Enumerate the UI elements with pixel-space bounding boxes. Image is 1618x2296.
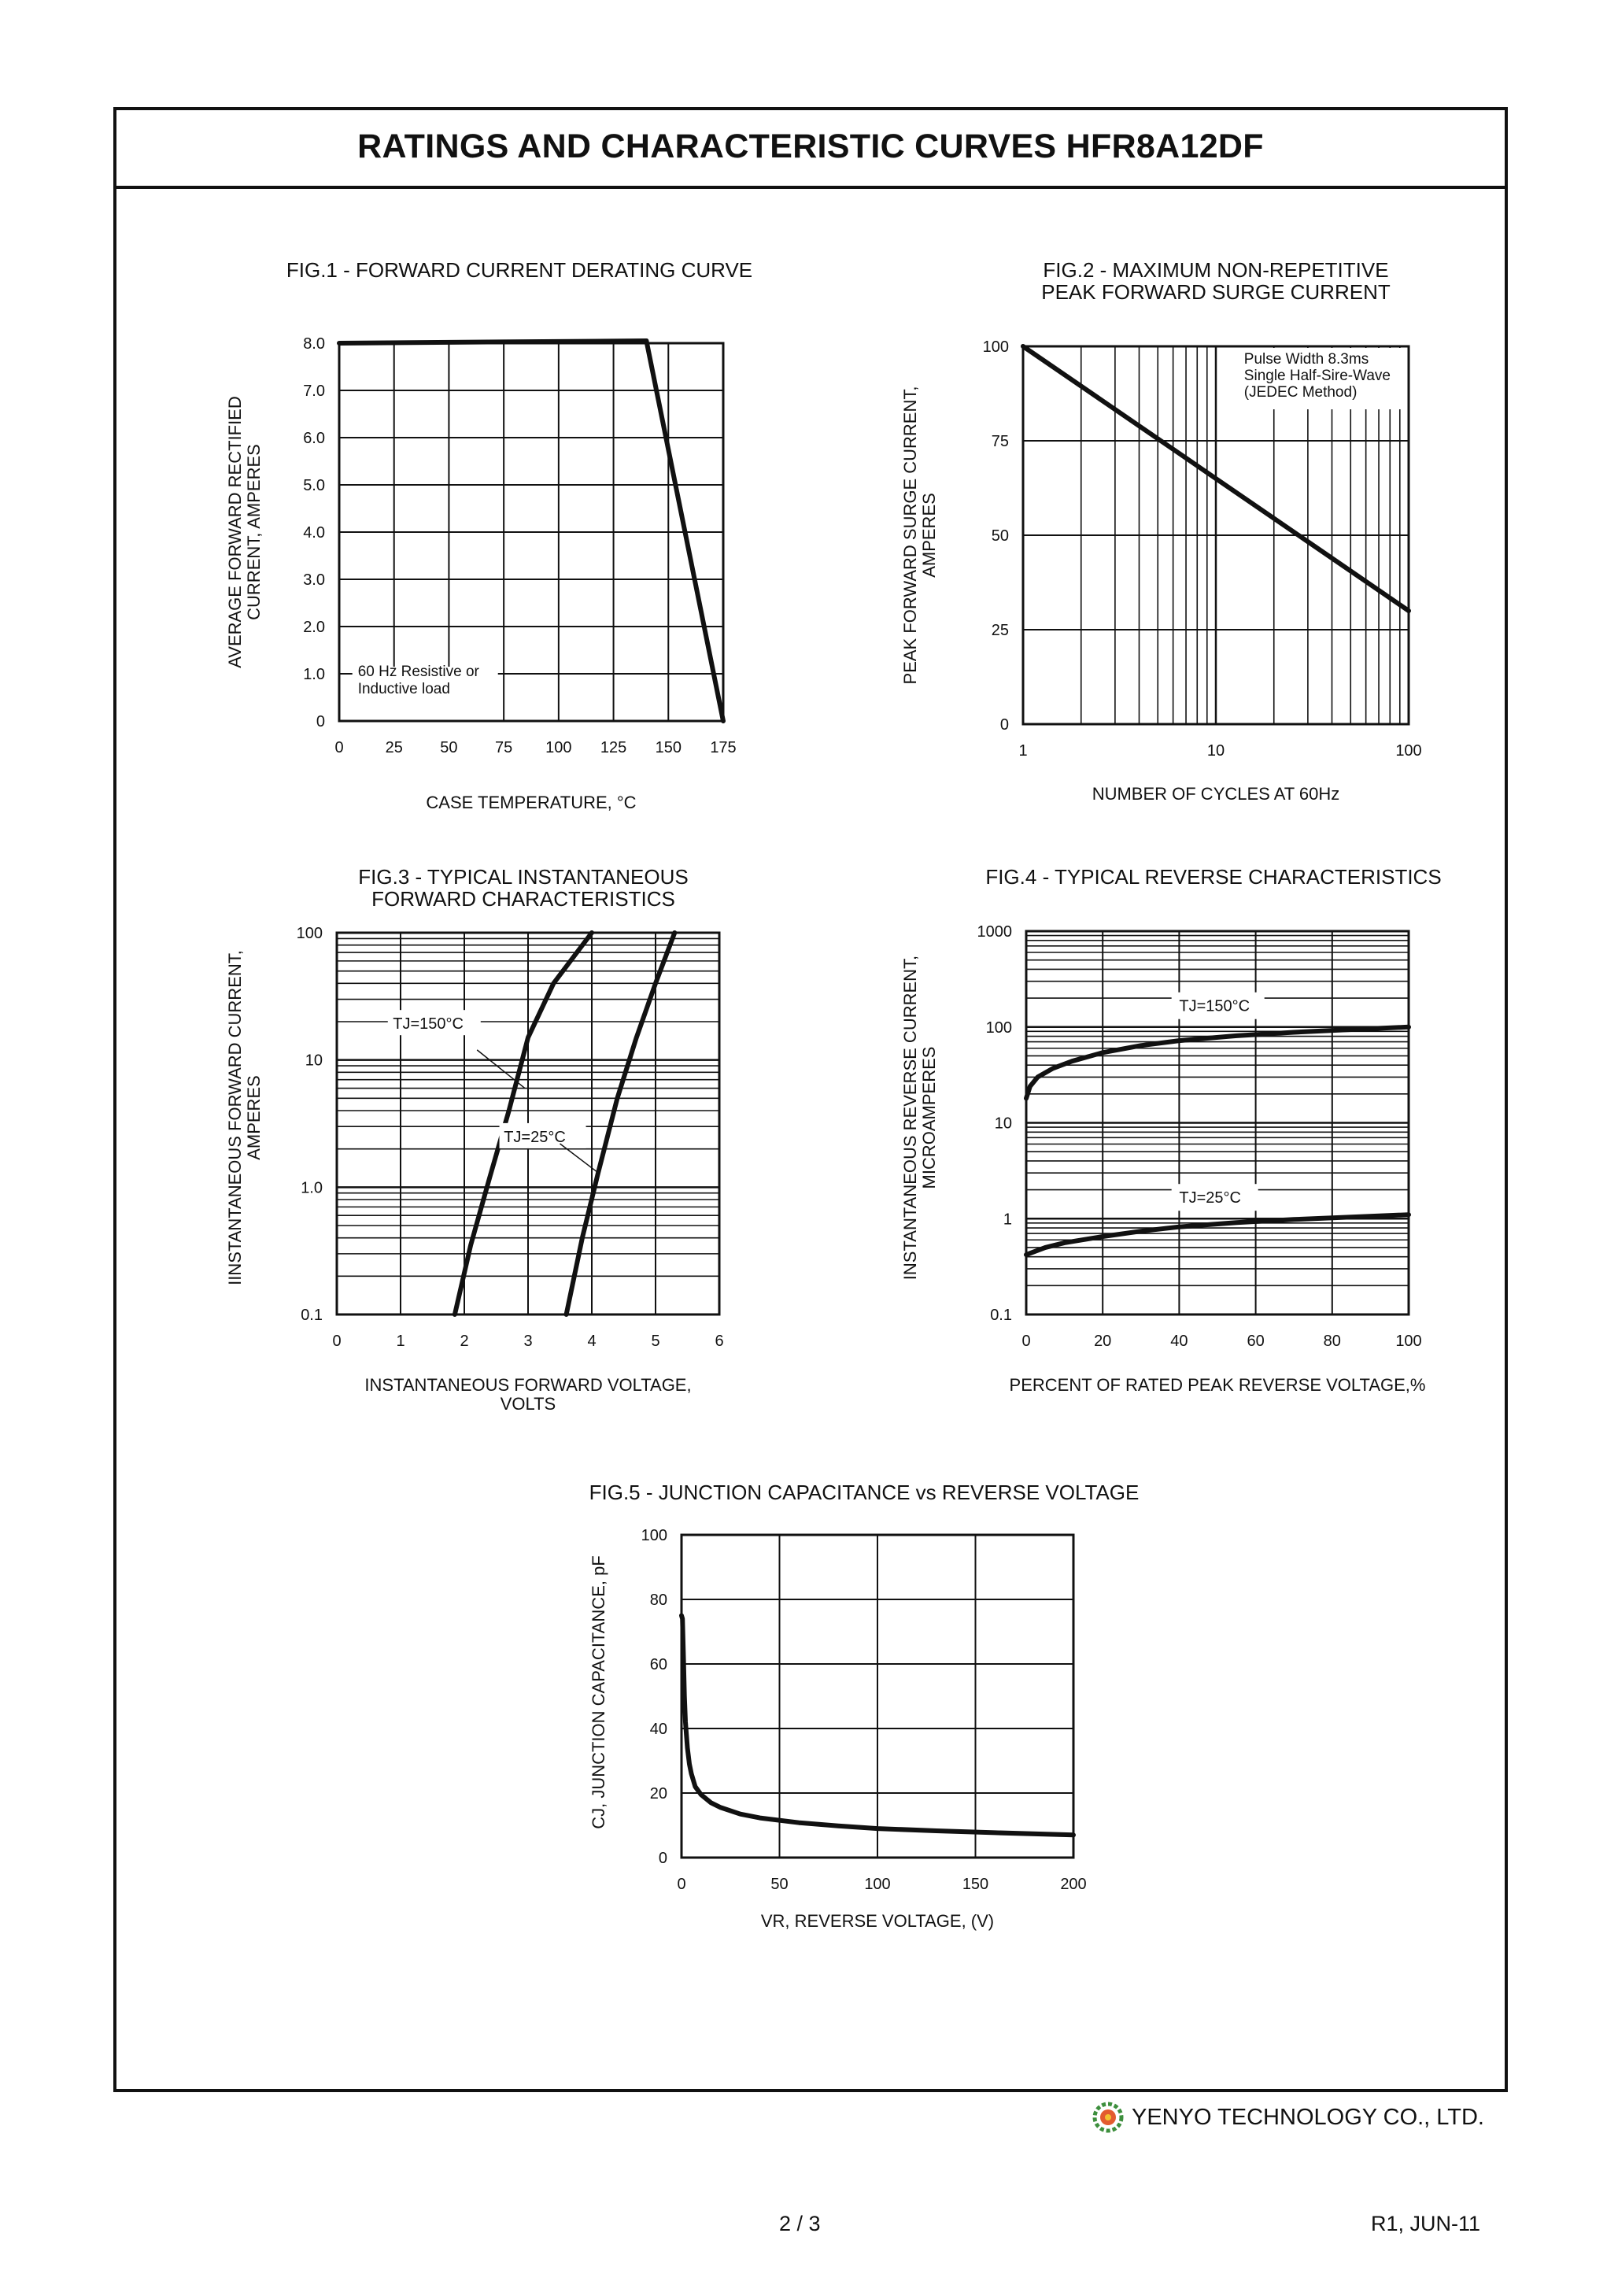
x-tick-label: 125: [600, 739, 627, 756]
x-tick-label: 0: [332, 1333, 342, 1350]
y-tick-label: 40: [649, 1721, 667, 1738]
y-tick-label: 80: [649, 1592, 667, 1609]
y-tick-label: 1: [1003, 1211, 1012, 1229]
revision: R1, JUN-11: [1371, 2212, 1481, 2235]
x-tick-label: 2: [460, 1333, 469, 1350]
x-tick-label: 50: [440, 739, 458, 756]
y-axis-label: AVERAGE FORWARD RECTIFIED: [225, 396, 245, 668]
x-tick-label: 6: [715, 1333, 724, 1350]
y-tick-label: 2.0: [303, 619, 325, 636]
fig4-chart: [900, 865, 1442, 1395]
x-tick-label: 0: [1021, 1333, 1031, 1350]
x-tick-label: 0: [677, 1876, 686, 1893]
annotation-text: (JEDEC Method): [1243, 384, 1358, 401]
x-tick-label: 75: [495, 739, 513, 756]
x-tick-label: 1: [1018, 742, 1028, 760]
y-tick-label: 0: [999, 716, 1009, 734]
x-tick-label: 20: [1094, 1333, 1112, 1350]
y-tick-label: 20: [649, 1785, 667, 1802]
y-tick-label: 60: [649, 1656, 667, 1673]
x-tick-label: 5: [651, 1333, 660, 1350]
x-axis-label: VOLTS: [500, 1394, 556, 1414]
y-tick-label: 25: [991, 622, 1009, 639]
y-tick-label: 0.1: [301, 1307, 323, 1324]
x-tick-label: 10: [1206, 742, 1225, 760]
y-axis-label: MICROAMPERES: [919, 1046, 939, 1189]
x-tick-label: 25: [385, 739, 403, 756]
chart-title: FORWARD CHARACTERISTICS: [371, 887, 675, 911]
y-tick-label: 0: [658, 1850, 667, 1867]
y-tick-label: 100: [985, 1019, 1012, 1037]
fig2-chart: [900, 258, 1422, 804]
chart-title: PEAK FORWARD SURGE CURRENT: [1041, 280, 1391, 304]
chart-title: FIG.5 - JUNCTION CAPACITANCE vs REVERSE VOLTAGE: [589, 1481, 1140, 1504]
x-axis-label: INSTANTANEOUS FORWARD VOLTAGE,: [364, 1375, 692, 1395]
x-axis-label: VR, REVERSE VOLTAGE, (V): [760, 1911, 995, 1931]
x-tick-label: 40: [1170, 1333, 1188, 1350]
fig5-chart: [589, 1481, 1139, 1931]
y-tick-label: 7.0: [303, 383, 325, 400]
x-tick-label: 100: [1395, 1333, 1422, 1350]
fig1-chart: [225, 258, 752, 812]
chart-title: FIG.2 - MAXIMUM NON-REPETITIVE: [1043, 258, 1389, 282]
y-axis-label: AMPERES: [919, 493, 939, 578]
y-tick-label: 100: [982, 338, 1009, 356]
annotation-text: 60 Hz Resistive or: [357, 664, 479, 680]
y-tick-label: 1000: [977, 923, 1012, 941]
y-tick-label: 75: [991, 433, 1009, 450]
curve-label-25: TJ=25°C: [1179, 1189, 1241, 1207]
y-axis-label: CURRENT, AMPERES: [244, 444, 264, 620]
x-axis-label: CASE TEMPERATURE, °C: [426, 793, 637, 812]
y-tick-label: 1.0: [303, 666, 325, 683]
x-axis-label: NUMBER OF CYCLES AT 60Hz: [1092, 784, 1340, 804]
y-tick-label: 0.1: [990, 1307, 1012, 1324]
y-axis-label: PEAK FORWARD SURGE CURRENT,: [900, 386, 920, 685]
x-tick-label: 3: [523, 1333, 533, 1350]
x-tick-label: 100: [545, 739, 572, 756]
y-tick-label: 6.0: [303, 430, 325, 447]
company-name: YENYO TECHNOLOGY CO., LTD.: [1132, 2104, 1484, 2130]
y-tick-label: 100: [296, 925, 323, 942]
x-tick-label: 175: [710, 739, 737, 756]
y-tick-label: 100: [641, 1527, 667, 1544]
y-tick-label: 1.0: [301, 1179, 323, 1197]
x-tick-label: 1: [396, 1333, 405, 1350]
x-tick-label: 80: [1323, 1333, 1341, 1350]
x-tick-label: 100: [1395, 742, 1422, 760]
y-tick-label: 4.0: [303, 524, 325, 542]
y-tick-label: 3.0: [303, 571, 325, 589]
x-tick-label: 200: [1060, 1876, 1087, 1893]
x-tick-label: 150: [962, 1876, 989, 1893]
x-tick-label: 60: [1247, 1333, 1265, 1350]
y-tick-label: 0: [316, 713, 325, 730]
y-axis-label: IINSTANTANEOUS FORWARD CURRENT,: [225, 950, 245, 1285]
chart-title: FIG.4 - TYPICAL REVERSE CHARACTERISTICS: [985, 865, 1442, 889]
annotation-text: Pulse Width 8.3ms: [1243, 351, 1369, 368]
curve-label-150: TJ=150°C: [1179, 997, 1250, 1015]
y-tick-label: 10: [994, 1115, 1012, 1133]
y-axis-label: INSTANTANEOUS REVERSE CURRENT,: [900, 955, 920, 1281]
page-number: 2 / 3: [779, 2212, 821, 2235]
y-axis-label: CJ, JUNCTION CAPACITANCE, pF: [589, 1555, 608, 1829]
x-tick-label: 0: [334, 739, 344, 756]
annotation-text: Single Half-Sire-Wave: [1243, 368, 1391, 384]
annotation-text: Inductive load: [357, 681, 450, 697]
x-axis-label: PERCENT OF RATED PEAK REVERSE VOLTAGE,%: [1009, 1375, 1426, 1395]
curve-label-150: TJ=150°C: [393, 1015, 464, 1033]
series-line-2: [1026, 1215, 1409, 1255]
chart-title: FIG.1 - FORWARD CURRENT DERATING CURVE: [286, 258, 753, 282]
y-tick-label: 5.0: [303, 477, 325, 494]
x-tick-label: 150: [655, 739, 682, 756]
y-tick-label: 8.0: [303, 335, 325, 353]
series-line-1: [1026, 1027, 1409, 1099]
y-axis-label: AMPERES: [244, 1075, 264, 1160]
x-tick-label: 100: [864, 1876, 891, 1893]
company-logo-icon: [1092, 2102, 1124, 2133]
y-tick-label: 50: [991, 527, 1009, 545]
fig3-chart: [225, 865, 724, 1414]
footer-company: [1092, 2098, 1484, 2136]
x-tick-label: 50: [770, 1876, 789, 1893]
x-tick-label: 4: [587, 1333, 597, 1350]
chart-title: FIG.3 - TYPICAL INSTANTANEOUS: [358, 865, 689, 889]
curve-label-25: TJ=25°C: [504, 1128, 566, 1146]
y-tick-label: 10: [305, 1052, 323, 1070]
page-title: RATINGS AND CHARACTERISTIC CURVES HFR8A12DF: [357, 127, 1264, 165]
